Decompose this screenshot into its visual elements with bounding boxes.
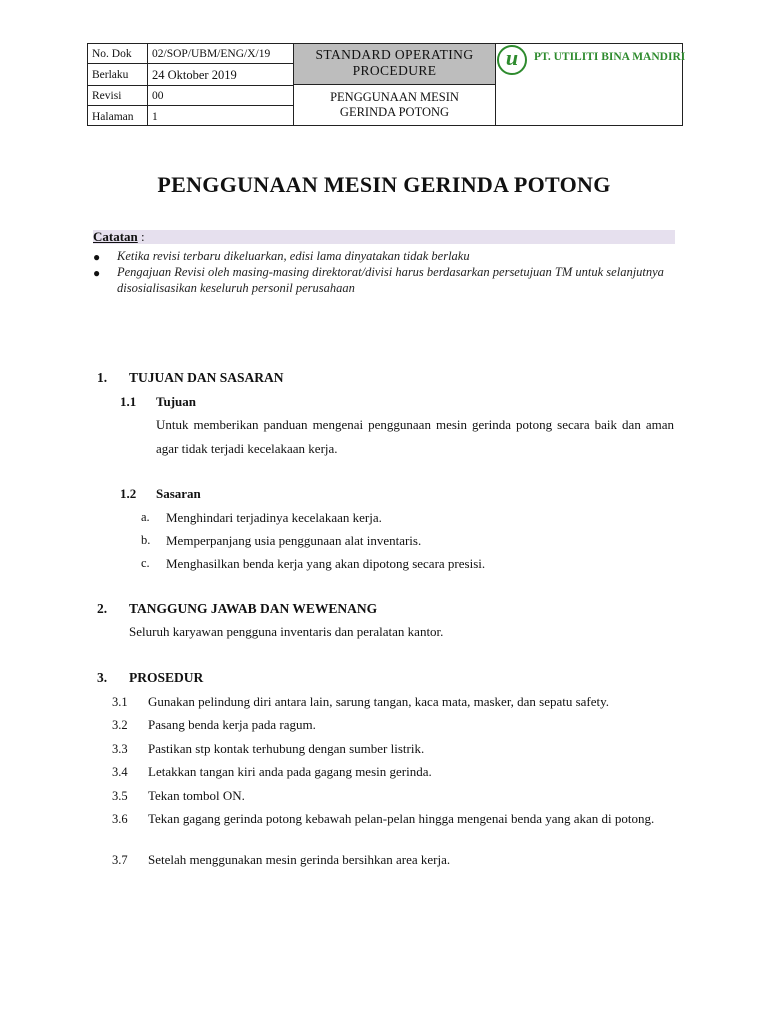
step-number: 3.5: [112, 789, 128, 803]
catatan-highlight: [93, 230, 675, 244]
bullet-icon: ●: [93, 266, 101, 280]
step-text: Tekan tombol ON.: [148, 788, 245, 803]
header-row-line: [88, 63, 294, 64]
subtitle-line-1: PENGGUNAAN MESIN: [330, 90, 459, 104]
section-2-number: 2.: [97, 601, 108, 616]
section-1-1-text: Untuk memberikan panduan mengenai penggunaan mesin gerinda potong secara baik dan aman agar tidak terjadi kecelakaan kerja.: [156, 417, 674, 456]
halaman-value: 1: [152, 111, 158, 123]
section-2-title: TANGGUNG JAWAB DAN WEWENANG: [129, 601, 378, 616]
section-1-number: 1.: [97, 370, 108, 385]
logo-letter: u: [505, 45, 519, 70]
catatan-note-1: Ketika revisi terbaru dikeluarkan, edisi lama dinyatakan tidak berlaku: [117, 249, 470, 263]
revisi-label: Revisi: [92, 90, 122, 102]
section-2-text: Seluruh karyawan pengguna inventaris dan peralatan kantor.: [129, 624, 444, 639]
catatan-heading: [93, 229, 145, 245]
section-1-2-number: 1.2: [120, 486, 137, 501]
list-item: Menghasilkan benda kerja yang akan dipotong secara presisi.: [166, 556, 486, 571]
sop-line-1: STANDARD OPERATING: [315, 47, 474, 62]
step-text: Tekan gagang gerinda potong kebawah pelan-pelan hingga mengenai benda yang akan di potong.: [148, 811, 655, 826]
step-text: Letakkan tangan kiri anda pada gagang mesin gerinda.: [148, 764, 432, 779]
bullet-icon: ●: [93, 250, 101, 264]
catatan-note-2: Pengajuan Revisi oleh masing-masing direktorat/divisi harus berdasarkan persetujuan TM untuk selanjutnya disosialisasikan keseluruh personil perusahaan: [117, 265, 664, 295]
document-title: PENGGUNAAN MESIN GERINDA POTONG: [157, 172, 611, 197]
no-dok-value: 02/SOP/UBM/ENG/X/19: [152, 48, 271, 60]
step-text: Setelah menggunakan mesin gerinda bersihkan area kerja.: [148, 852, 451, 867]
revisi-value: 00: [152, 90, 164, 102]
section-3-title: PROSEDUR: [129, 670, 204, 685]
sop-line-2: PROCEDURE: [352, 63, 437, 78]
step-number: 3.6: [112, 812, 128, 826]
list-item: Memperpanjang usia penggunaan alat inventaris.: [166, 533, 422, 548]
section-3-number: 3.: [97, 670, 108, 685]
step-text: Pastikan stp kontak terhubung dengan sumber listrik.: [148, 741, 425, 756]
document-header-table: [87, 43, 686, 126]
subtitle-line-2: GERINDA POTONG: [339, 105, 450, 119]
section-1-1-title: Tujuan: [156, 394, 196, 409]
no-dok-label: No. Dok: [92, 48, 132, 60]
company-name: PT. UTILITI BINA MANDIRI: [534, 51, 686, 63]
catatan-colon: :: [137, 229, 145, 244]
header-divider: [495, 44, 496, 125]
berlaku-value: 24 Oktober 2019: [152, 68, 237, 82]
step-number: 3.2: [112, 718, 128, 732]
step-number: 3.1: [112, 695, 128, 709]
list-item: Menghindari terjadinya kecelakaan kerja.: [166, 510, 382, 525]
header-row-line: [88, 85, 294, 86]
section-1-1-number: 1.1: [120, 394, 137, 409]
sop-heading: [294, 44, 495, 85]
section-1-title: TUJUAN DAN SASARAN: [129, 370, 284, 385]
company-logo-icon: [497, 45, 527, 75]
halaman-label: Halaman: [92, 111, 134, 123]
list-item-label: c.: [141, 556, 150, 570]
list-item-label: b.: [141, 533, 151, 547]
step-number: 3.3: [112, 742, 128, 756]
step-text: Pasang benda kerja pada ragum.: [148, 717, 316, 732]
step-number: 3.4: [112, 765, 128, 779]
berlaku-label: Berlaku: [92, 69, 129, 81]
list-item-label: a.: [141, 510, 150, 524]
header-row-line: [88, 105, 294, 106]
step-number: 3.7: [112, 853, 128, 867]
sop-subtitle: [294, 85, 495, 126]
step-text: Gunakan pelindung diri antara lain, sarung tangan, kaca mata, masker, dan sepatu safety.: [148, 694, 610, 709]
section-1-2-title: Sasaran: [156, 486, 201, 501]
catatan-label: Catatan: [93, 229, 138, 244]
